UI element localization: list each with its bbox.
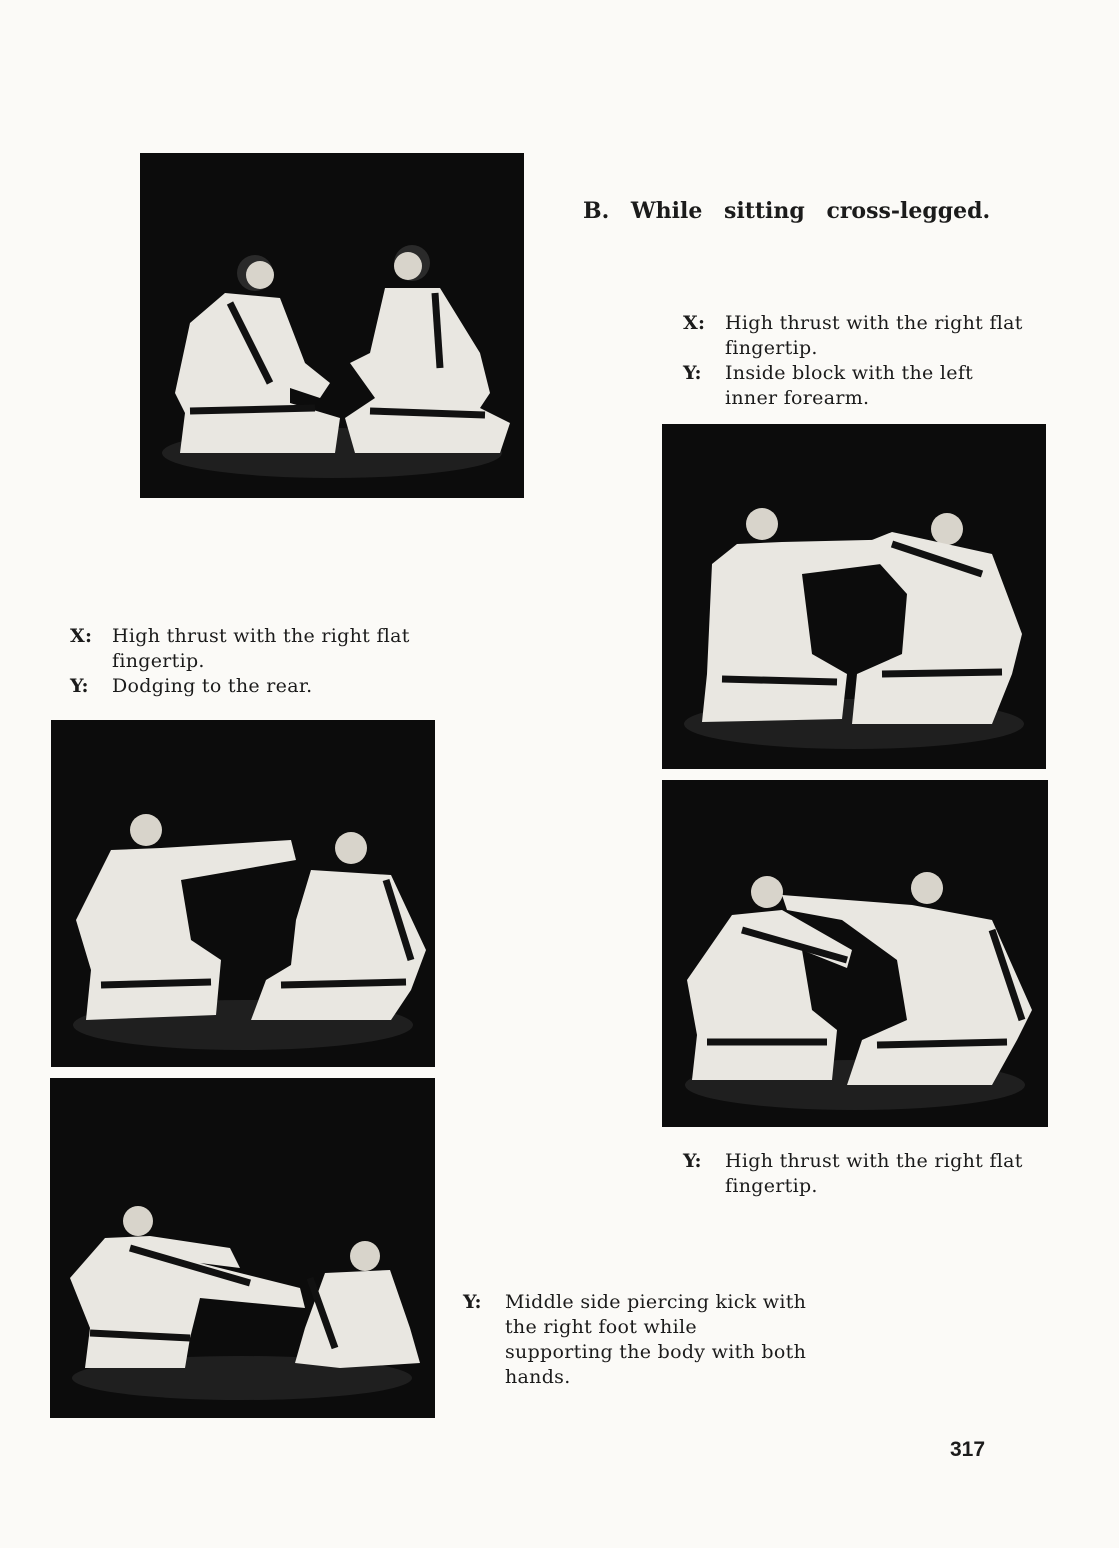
photo-side-kick (50, 1078, 435, 1418)
caption-row (70, 624, 410, 674)
caption-text: High thrust with the right flat fingertip. (112, 625, 410, 672)
caption-bottom-right (683, 1149, 1023, 1199)
caption-label: X: (70, 625, 93, 647)
page-number: 317 (950, 1438, 986, 1461)
caption-row (70, 674, 410, 699)
photo-sitting-facing (140, 153, 524, 498)
caption-label: Y: (70, 675, 89, 697)
section-heading: B. While sitting cross-legged. (583, 198, 991, 224)
caption-label: X: (683, 312, 706, 334)
caption-row (683, 361, 1023, 411)
caption-label: Y: (463, 1291, 482, 1313)
photo-dodging (51, 720, 435, 1067)
caption-left (70, 624, 410, 699)
photo-inside-block (662, 424, 1046, 769)
caption-text: High thrust with the right flat fingertip. (725, 312, 1023, 359)
caption-label: Y: (683, 1150, 702, 1172)
caption-text: High thrust with the right flat fingertip. (725, 1150, 1023, 1197)
caption-text: Middle side piercing kick with the right foot while supporting the body with both hands. (505, 1291, 807, 1388)
caption-label: Y: (683, 362, 702, 384)
caption-row (683, 311, 1023, 361)
caption-row (683, 1149, 1023, 1199)
caption-text: Inside block with the left inner forearm. (725, 362, 974, 409)
caption-top-right (683, 311, 1023, 411)
caption-text: Dodging to the rear. (112, 675, 313, 697)
caption-row (463, 1290, 808, 1390)
photo-high-thrust (662, 780, 1048, 1127)
caption-bottom-center (463, 1290, 808, 1390)
